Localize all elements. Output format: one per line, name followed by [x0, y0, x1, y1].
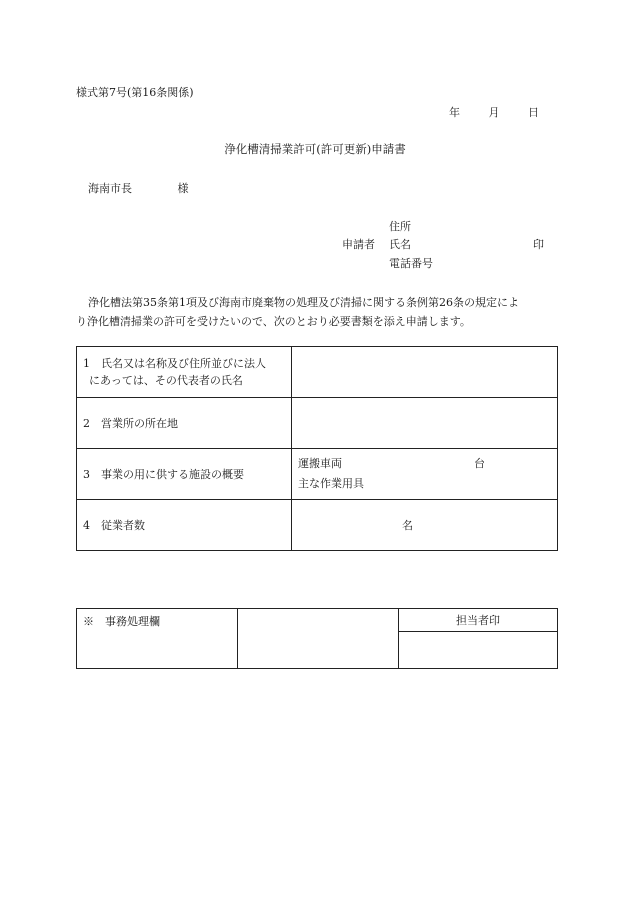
addressee: [88, 180, 189, 196]
item-3-label-text: 事業の用に供する施設の概要: [101, 467, 244, 481]
item-4-value[interactable]: [292, 500, 558, 551]
item-number: 1: [83, 357, 90, 370]
stamp-area: [399, 632, 558, 669]
item-2-label: [77, 398, 292, 449]
office-use-label: ※ 事務処理欄: [83, 615, 160, 628]
date-fields: [449, 104, 539, 120]
item-1-value[interactable]: [292, 347, 558, 398]
seal-mark: 印: [533, 238, 544, 251]
item-1-label-line-1: 氏名又は名称及び住所並びに法人: [101, 357, 266, 370]
stamp-label-cell: [399, 609, 558, 632]
item-1-label-line-2: にあっては、その代表者の氏名: [89, 374, 243, 387]
item-2-label-text: 営業所の所在地: [101, 416, 178, 430]
addressee-name: 海南市長: [88, 182, 132, 195]
date-month-label: 月: [488, 106, 500, 119]
item-number: 2: [83, 416, 90, 430]
tools-label: 主な作業用具: [298, 477, 364, 490]
table-row: [77, 398, 558, 449]
applicant-name-label: 氏名: [389, 238, 411, 251]
item-4-label: [77, 500, 292, 551]
office-use-label-cell: [77, 609, 238, 669]
application-items-table: [76, 346, 558, 551]
vehicles-label: 運搬車両: [298, 457, 342, 470]
applicant-phone-label: 電話番号: [389, 257, 433, 270]
date-day-label: 日: [528, 106, 539, 119]
item-4-label-text: 従業者数: [101, 518, 145, 532]
applicant-address-label: 住所: [389, 220, 411, 233]
applicant-label: 申請者: [342, 238, 375, 251]
table-row: [77, 347, 558, 398]
stamp-label: 担当者印: [456, 614, 500, 627]
item-3-value[interactable]: [292, 449, 558, 500]
date-year-label: 年: [449, 106, 460, 119]
employee-unit: 名: [402, 519, 413, 532]
body-paragraph-line-1: 浄化槽法第35条第1項及び海南市廃棄物の処理及び清掃に関する条例第26条の規定によ: [88, 296, 519, 309]
addressee-honorific: 様: [177, 182, 189, 195]
body-paragraph-line-2: り浄化槽清掃業の許可を受けたいので、次のとおり必要書類を添え申請します。: [76, 315, 471, 328]
vehicles-unit: 台: [474, 457, 485, 470]
table-row: [77, 449, 558, 500]
item-number: 4: [83, 518, 90, 532]
office-use-blank-cell: [238, 609, 399, 669]
item-number: 3: [83, 467, 90, 481]
item-2-value[interactable]: [292, 398, 558, 449]
document-title: 浄化槽清掃業許可(許可更新)申請書: [224, 142, 406, 156]
item-1-label: [77, 347, 292, 398]
form-number: 様式第7号(第16条関係): [76, 86, 194, 99]
table-row: [77, 500, 558, 551]
item-3-label: [77, 449, 292, 500]
office-use-table: [76, 608, 558, 669]
